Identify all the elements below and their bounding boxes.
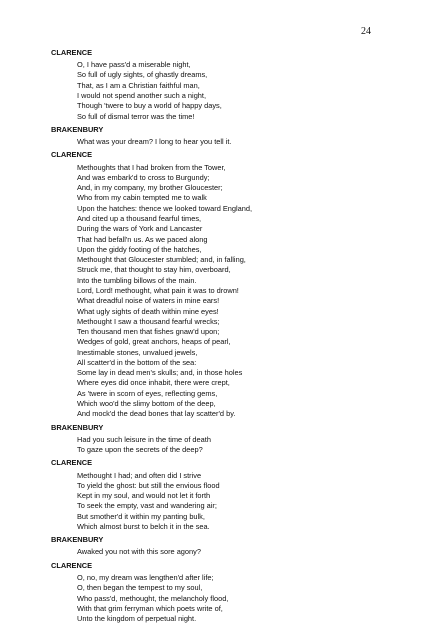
verse-line: O, no, my dream was lengthen'd after life;: [77, 572, 214, 582]
verse-line: And cited up a thousand fearful times,: [77, 213, 202, 223]
verse-line: That, as I am a Christian faithful man,: [77, 80, 200, 90]
verse-line: And, in my company, my brother Gloucester;: [77, 183, 223, 193]
verse-line: With that grim ferryman which poets write of,: [77, 603, 223, 613]
verse-line: Had you such leisure in the time of death: [77, 434, 211, 444]
verse-line: Into the tumbling billows of the main.: [77, 275, 197, 285]
verse-line: Lord, Lord! methought, what pain it was to drown!: [77, 285, 239, 295]
verse-line: Methought I saw a thousand fearful wrecks;: [77, 316, 220, 326]
verse-line: And was embark'd to cross to Burgundy;: [77, 172, 210, 182]
verse-line: Where eyes did once inhabit, there were crept,: [77, 378, 230, 388]
speaker-name: BRAKENBURY: [51, 124, 104, 134]
speech-block: [77, 137, 381, 147]
speech-block: [77, 60, 381, 122]
verse-line: What was your dream? I long to hear you tell it.: [77, 137, 232, 147]
verse-line: Who from my cabin tempted me to walk: [77, 193, 207, 203]
verse-line: But smother'd it within my panting bulk,: [77, 511, 205, 521]
verse-line: All scatter'd in the bottom of the sea:: [77, 357, 197, 367]
speaker-name: CLARENCE: [51, 560, 93, 570]
verse-line: Ten thousand men that fishes gnaw'd upon;: [77, 327, 220, 337]
verse-line: Though 'twere to buy a world of happy days,: [77, 101, 222, 111]
verse-line: O, I have pass'd a miserable night,: [77, 60, 191, 70]
page-number: 24: [361, 26, 371, 37]
speaker-name: BRAKENBURY: [51, 422, 104, 432]
verse-line: And mock'd the dead bones that lay scatter'd by.: [77, 409, 236, 419]
verse-line: So full of dismal terror was the time!: [77, 111, 195, 121]
verse-line: Unto the kingdom of perpetual night.: [77, 614, 197, 624]
verse-line: Which almost burst to belch it in the sea.: [77, 521, 210, 531]
script-body: [51, 48, 381, 627]
verse-line: So full of ugly sights, of ghastly dreams,: [77, 70, 208, 80]
verse-line: Methoughts that I had broken from the Tower,: [77, 162, 226, 172]
verse-line: Which woo'd the slimy bottom of the deep,: [77, 399, 216, 409]
verse-line: O, then began the tempest to my soul,: [77, 583, 203, 593]
verse-line: That had befall'n us. As we paced along: [77, 234, 208, 244]
verse-line: As 'twere in scorn of eyes, reflecting gems,: [77, 388, 218, 398]
verse-line: Inestimable stones, unvalued jewels,: [77, 347, 198, 357]
verse-line: Upon the giddy footing of the hatches,: [77, 244, 202, 254]
speech-block: [77, 163, 381, 420]
verse-line: Upon the hatches: thence we looked toward England,: [77, 203, 253, 213]
verse-line: Awaked you not with this sore agony?: [77, 547, 201, 557]
speech-block: [77, 435, 381, 456]
verse-line: Struck me, that thought to stay him, overboard,: [77, 265, 231, 275]
verse-line: To seek the empty, vast and wandering air;: [77, 501, 217, 511]
verse-line: Kept in my soul, and would not let it forth: [77, 491, 211, 501]
verse-line: Methought that Gloucester stumbled; and, in falling,: [77, 255, 246, 265]
speaker-name: BRAKENBURY: [51, 535, 104, 545]
verse-line: What dreadful noise of waters in mine ears!: [77, 296, 220, 306]
verse-line: Wedges of gold, great anchors, heaps of pearl,: [77, 337, 231, 347]
verse-line: During the wars of York and Lancaster: [77, 224, 203, 234]
speaker-name: CLARENCE: [51, 458, 93, 468]
speaker-name: CLARENCE: [51, 150, 93, 160]
speech-block: [77, 471, 381, 533]
verse-line: What ugly sights of death within mine eyes!: [77, 306, 219, 316]
verse-line: To yield the ghost: but still the envious flood: [77, 480, 220, 490]
verse-line: To gaze upon the secrets of the deep?: [77, 445, 203, 455]
verse-line: Some lay in dead men's skulls; and, in those holes: [77, 368, 243, 378]
verse-line: Who pass'd, methought, the melancholy flood,: [77, 593, 229, 603]
speaker-name: CLARENCE: [51, 48, 93, 57]
verse-line: I would not spend another such a night,: [77, 91, 207, 101]
verse-line: Methought I had; and often did I strive: [77, 470, 202, 480]
speech-block: [77, 547, 381, 557]
speech-block: [77, 573, 381, 624]
